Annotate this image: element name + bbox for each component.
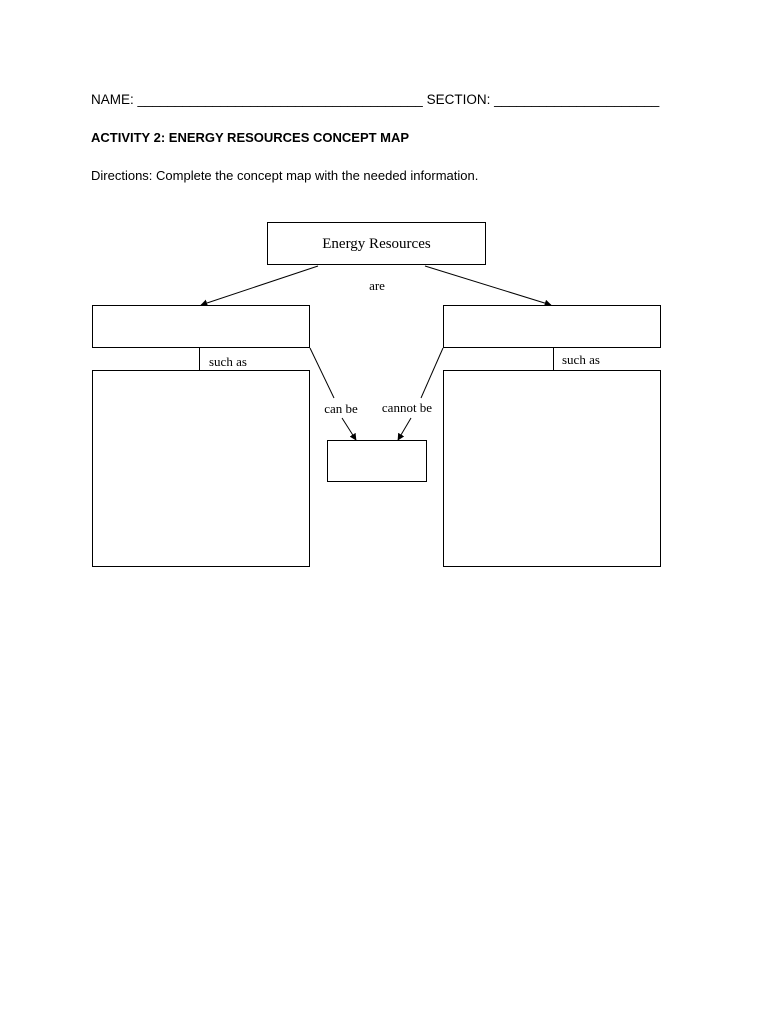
right-concept-box[interactable]	[444, 306, 661, 348]
left-link-label: such as	[209, 354, 247, 369]
root-right-arrow	[425, 266, 551, 305]
middle-concept-box[interactable]	[328, 441, 427, 482]
right-to-middle-arrow	[398, 418, 411, 440]
right-to-middle-line	[421, 348, 443, 398]
activity-title: ACTIVITY 2: ENERGY RESOURCES CONCEPT MAP	[91, 130, 410, 145]
root-link-label: are	[369, 278, 385, 293]
root-left-arrow	[201, 266, 318, 305]
root-label: Energy Resources	[322, 236, 431, 252]
section-field-label[interactable]: SECTION: ______________________	[426, 92, 660, 107]
right-link-label: such as	[562, 352, 600, 367]
directions-text: Directions: Complete the concept map with the needed information.	[91, 168, 479, 183]
left-to-middle-line	[310, 348, 334, 398]
middle-left-link-label: can be	[324, 401, 358, 416]
left-examples-box[interactable]	[93, 371, 310, 567]
left-concept-box[interactable]	[93, 306, 310, 348]
middle-right-link-label: cannot be	[381, 400, 433, 415]
left-to-middle-arrow	[342, 418, 356, 440]
right-examples-box[interactable]	[444, 371, 661, 567]
name-field-label[interactable]: NAME: ______________________________________	[91, 92, 423, 107]
